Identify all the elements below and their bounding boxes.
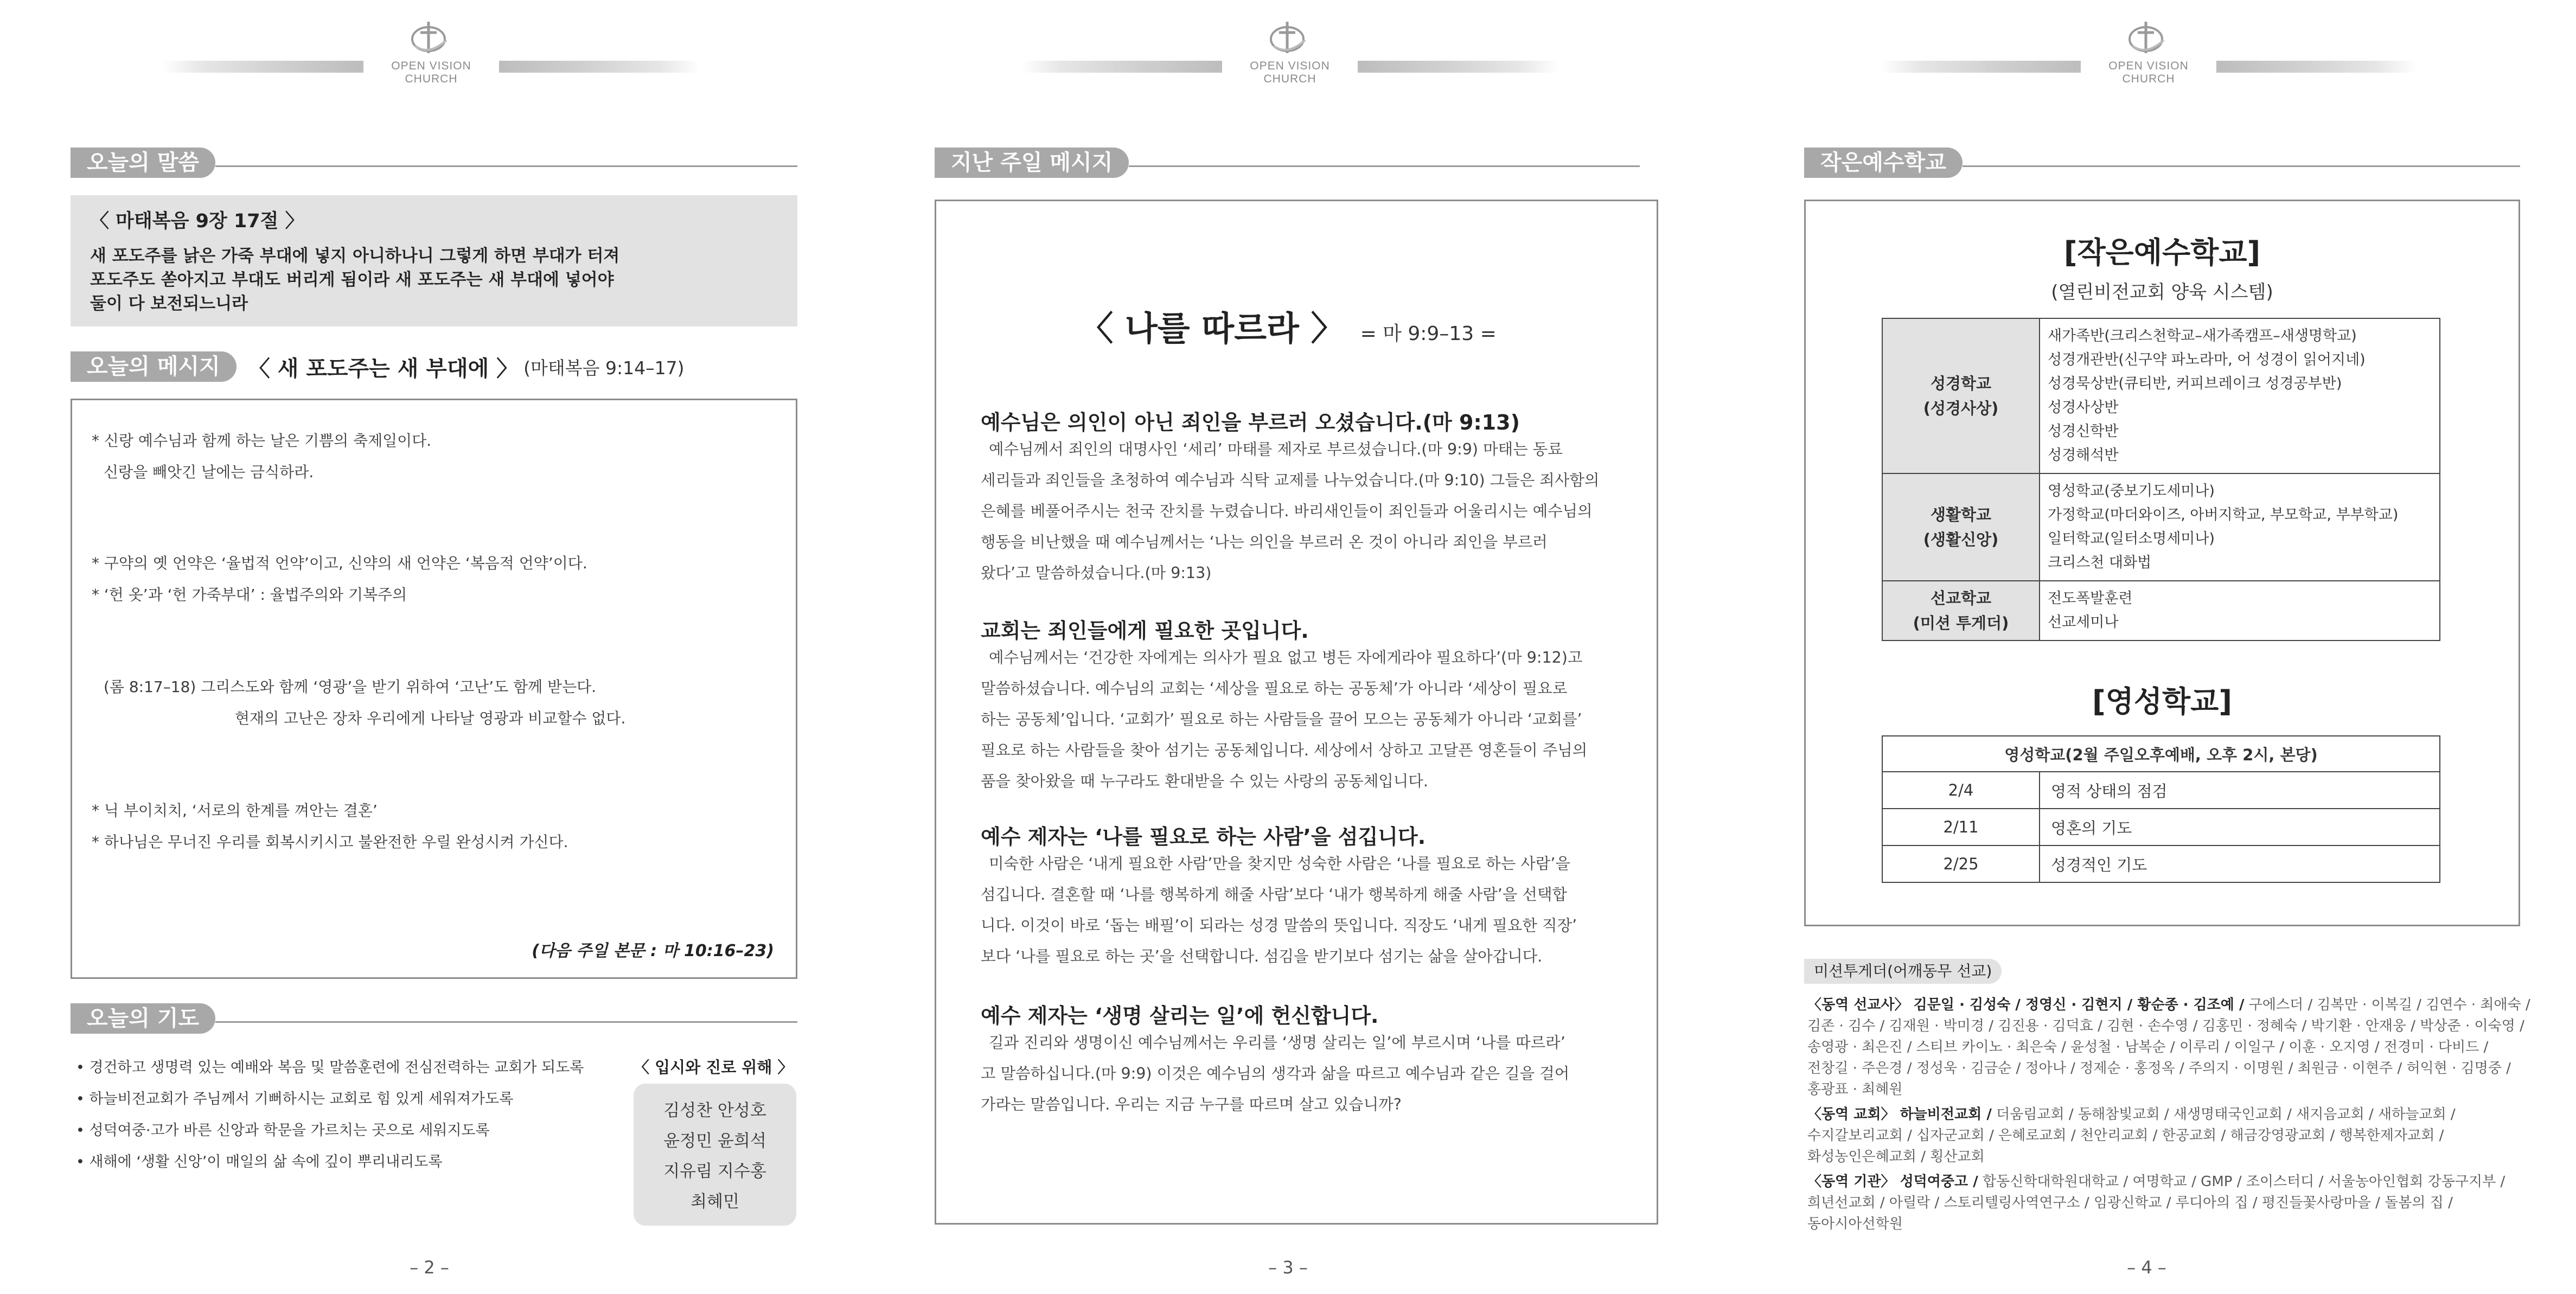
table-row bbox=[1882, 318, 2440, 473]
page-3 bbox=[859, 0, 1717, 1294]
mission-line: 전창길 · 주은경 / 정성욱 · 김금순 / 정아나 / 정제순 · 홍정옥 / 주의지 · 이명원 / 최원금 · 이현주 / 허익현 · 김명중 / bbox=[1807, 1060, 2511, 1077]
school-table bbox=[1882, 318, 2440, 641]
header-bar-left bbox=[1021, 61, 1222, 73]
mission-line: 〈동역 교회〉 하늘비전교회 / 더움림교회 / 동해참빛교회 / 새생명태국인교회 / 새지음교회 / 새하늘교회 / bbox=[1807, 1106, 2456, 1123]
spirit-topic: 영적 상태의 점검 bbox=[2040, 772, 2440, 809]
little-jesus-box bbox=[1804, 200, 2520, 926]
sermon-point-heading: 예수 제자는 ‘나를 필요로 하는 사람’을 섬깁니다. bbox=[981, 825, 1426, 849]
last-week-section-title bbox=[935, 148, 1640, 178]
mission-group-label: 〈동역 선교사〉 김문일 · 김성숙 / 정영신 · 김현지 / 황순종 · 김조예 / bbox=[1807, 997, 2245, 1013]
mission-line: 수지갈보리교회 / 십자군교회 / 은혜로교회 / 천안리교회 / 한공교회 / 해금강영광교회 / 행복한제자교회 / bbox=[1807, 1128, 2444, 1144]
sermon-point-line: 보다 ‘나를 필요로 하는 곳’을 선택합니다. 섬김을 받기보다 섬기는 삶을 살아갑니다. bbox=[981, 947, 1543, 965]
sermon-reference: = 마 9:9–13 = bbox=[1360, 323, 1497, 345]
sermon-point-line: 섬깁니다. 결혼할 때 ‘나를 행복하게 해줄 사람’보다 ‘내가 행복하게 해줄 사람’을 선택합 bbox=[981, 886, 1568, 904]
church-logo-icon bbox=[2121, 18, 2170, 56]
word-line: 포도주도 쏟아지고 부대도 버리게 됨이라 새 포도주는 새 부대에 넣어야 bbox=[90, 270, 614, 290]
church-name: OPEN VISION CHURCH bbox=[391, 60, 471, 85]
table-row bbox=[1882, 581, 2440, 640]
word-reference: 〈 마태복음 9장 17절 〉 bbox=[90, 210, 304, 232]
sermon-point-line: 품을 찾아왔을 때 누구라도 환대받을 수 있는 사랑의 공동체입니다. bbox=[981, 772, 1428, 790]
message-line: 현재의 고난은 장차 우리에게 나타날 영광과 비교할수 없다. bbox=[235, 709, 626, 727]
exam-names-box bbox=[634, 1084, 796, 1226]
school-item: 성경묵상반(큐티반, 커피브레이크 성경공부반) bbox=[2048, 375, 2342, 392]
school-item: 전도폭발훈련 bbox=[2048, 590, 2133, 607]
header-bar-left bbox=[1880, 61, 2081, 73]
mission-line: 희년선교회 / 아릴락 / 스토리텔링사역연구소 / 임광신학교 / 루디아의 집 / 평진들꽃사랑마을 / 돌봄의 집 / bbox=[1807, 1195, 2453, 1211]
sermon-point-heading: 교회는 죄인들에게 필요한 곳입니다. bbox=[981, 619, 1309, 643]
word-line: 둘이 다 보전되느니라 bbox=[90, 294, 248, 313]
mission-line: 〈동역 기관〉 성덕여중고 / 합동신학대학원대학교 / 여명학교 / GMP / 조이스터디 / 서울농아인협회 강동구지부 / bbox=[1807, 1174, 2505, 1190]
school-name: 생활학교 bbox=[1930, 505, 1992, 524]
sermon-point-heading: 예수 제자는 ‘생명 살리는 일’에 헌신합니다. bbox=[981, 1004, 1379, 1028]
mission-line: 동아시아선학원 bbox=[1807, 1216, 1903, 1232]
prayer-section-title bbox=[71, 1003, 797, 1034]
word-line: 새 포도주를 낡은 가죽 부대에 넣지 아니하나니 그렇게 하면 부대가 터져 bbox=[90, 246, 620, 266]
school-item: 성경해석반 bbox=[2048, 447, 2119, 464]
school-title: [작은예수학교] bbox=[2063, 235, 2261, 270]
sermon-point-line: 은혜를 베풀어주시는 천국 잔치를 누렸습니다. 바리새인들이 죄인들과 어울리시는 예수님의 bbox=[981, 502, 1593, 520]
school-subtitle: (열린비전교회 양육 시스템) bbox=[2051, 281, 2273, 303]
sermon-point-heading: 예수님은 의인이 아닌 죄인을 부르러 오셨습니다.(마 9:13) bbox=[981, 411, 1520, 434]
school-name-cell bbox=[1882, 318, 2040, 473]
mission-line: 〈동역 선교사〉 김문일 · 김성숙 / 정영신 · 김현지 / 황순종 · 김조예 / 구에스더 / 김복만 · 이복길 / 김연수 · 최애숙 / bbox=[1807, 997, 2530, 1013]
prayer-item: • 경건하고 생명력 있는 예배와 복음 및 말씀훈련에 전심전력하는 교회가 되도록 bbox=[76, 1059, 584, 1076]
church-logo-icon bbox=[404, 18, 453, 56]
message-line: * 신랑 예수님과 함께 하는 날은 기쁨의 축제일이다. bbox=[92, 432, 432, 450]
sermon-point-line: 니다. 이것이 바로 ‘돕는 배필’이 되라는 성경 말씀의 뜻입니다. 직장도 ‘내게 필요한 직장’ bbox=[981, 917, 1577, 934]
page-number: – 4 – bbox=[2127, 1257, 2166, 1278]
church-name: OPEN VISION CHURCH bbox=[2108, 60, 2189, 85]
sermon-point-line: 예수님께서는 ‘건강한 자에게는 의사가 필요 없고 병든 자에게라야 필요하다’(마 9:12)고 bbox=[989, 649, 1583, 667]
message-line: 신랑을 빼앗긴 날에는 금식하라. bbox=[104, 463, 314, 481]
page-number: – 2 – bbox=[410, 1257, 449, 1278]
sermon-point-line: 가라는 말씀입니다. 우리는 지금 누구를 따르며 살고 있습니까? bbox=[981, 1096, 1402, 1113]
next-week-reference: (다음 주일 본문 : 마 10:16–23) bbox=[532, 941, 774, 960]
school-item: 성경사상반 bbox=[2048, 399, 2119, 416]
message-line: (롬 8:17–18) 그리스도와 함께 ‘영광’을 받기 위하여 ‘고난’도 함께 받는다. bbox=[104, 678, 597, 696]
message-line: * 하나님은 무너진 우리를 회복시키시고 불완전한 우릴 완성시켜 가신다. bbox=[92, 833, 568, 851]
word-box bbox=[71, 195, 797, 326]
header-bar-right bbox=[2216, 61, 2417, 73]
sermon-point-line: 미숙한 사람은 ‘내게 필요한 사람’만을 찾지만 성숙한 사람은 ‘나를 필요로 하는 사람’을 bbox=[989, 855, 1570, 873]
spirit-school-title: [영성학교] bbox=[2092, 684, 2232, 719]
sermon-point-line: 행동을 비난했을 때 예수님께서는 ‘나는 의인을 부르러 온 것이 아니라 죄인을 부르러 bbox=[981, 533, 1548, 551]
mission-group-label: 〈동역 기관〉 성덕여중고 / bbox=[1807, 1174, 1978, 1190]
exam-names: 지유림 지수홍 bbox=[663, 1162, 766, 1181]
school-item: 가정학교(마더와이즈, 아버지학교, 부모학교, 부부학교) bbox=[2048, 507, 2399, 523]
spirit-date: 2/11 bbox=[1882, 809, 2040, 845]
header-bar-left bbox=[163, 61, 363, 73]
school-item: 영성학교(중보기도세미나) bbox=[2048, 483, 2215, 499]
school-item: 크리스천 대화법 bbox=[2048, 554, 2152, 571]
page-header bbox=[0, 16, 859, 85]
word-section-title bbox=[71, 148, 797, 178]
prayer-title: 오늘의 기도 bbox=[71, 1003, 215, 1034]
school-items-cell bbox=[2040, 581, 2440, 640]
school-name: 성경학교 bbox=[1930, 374, 1992, 393]
sermon-point-line: 고 말씀하십니다.(마 9:9) 이것은 예수님의 생각과 삶을 따르고 예수님과 같은 길을 걸어 bbox=[981, 1065, 1570, 1082]
church-name: OPEN VISION CHURCH bbox=[1250, 60, 1330, 85]
mission-line: 홍광표 · 최혜원 bbox=[1807, 1081, 1903, 1098]
prayer-item: • 새해에 ‘생활 신앙’이 매일의 삶 속에 깊이 뿌리내리도록 bbox=[76, 1154, 443, 1170]
school-name-cell bbox=[1882, 473, 2040, 581]
school-item: 일터학교(일터소명세미나) bbox=[2048, 530, 2215, 547]
exam-names: 최혜민 bbox=[691, 1192, 739, 1212]
word-title: 오늘의 말씀 bbox=[71, 148, 215, 178]
table-row bbox=[1882, 772, 2440, 809]
little-jesus-title: 작은예수학교 bbox=[1804, 148, 1963, 178]
exam-names: 김성찬 안성호 bbox=[663, 1101, 766, 1120]
mission-line: 송영광 · 최은진 / 스티브 카이노 · 최은숙 / 윤성철 · 남복순 / 이루리 / 이일구 / 이훈 · 오지영 / 전경미 · 다비드 / bbox=[1807, 1039, 2489, 1055]
header-bar-right bbox=[1358, 61, 1558, 73]
table-row bbox=[1882, 809, 2440, 845]
sermon-point-line: 왔다’고 말씀하셨습니다.(마 9:13) bbox=[981, 564, 1212, 582]
table-row bbox=[1882, 845, 2440, 882]
prayer-item: • 하늘비전교회가 주님께서 기뻐하시는 교회로 힘 있게 세워져가도록 bbox=[76, 1091, 514, 1107]
school-items-cell bbox=[2040, 318, 2440, 473]
prayer-item: • 성덕여중·고가 바른 신앙과 학문을 가르치는 곳으로 세워지도록 bbox=[76, 1122, 490, 1139]
school-name-cell bbox=[1882, 581, 2040, 640]
spirit-date: 2/4 bbox=[1882, 772, 2040, 809]
sermon-point-line: 필요로 하는 사람들을 찾아 섬기는 공동체입니다. 세상에서 상하고 고달픈 영혼들이 주님의 bbox=[981, 741, 1588, 759]
message-title: 오늘의 메시지 bbox=[71, 351, 236, 382]
school-sub: (성경사상) bbox=[1923, 399, 1999, 418]
table-row bbox=[1882, 473, 2440, 581]
message-section-title bbox=[71, 351, 797, 382]
exam-names: 윤정민 윤희석 bbox=[663, 1131, 766, 1151]
school-item: 선교세미나 bbox=[2048, 614, 2119, 631]
header-bar-right bbox=[499, 61, 700, 73]
school-item: 새가족반(크리스천학교–새가족캠프–새생명학교) bbox=[2048, 328, 2357, 344]
school-items-cell bbox=[2040, 473, 2440, 581]
message-line: * 닉 부이치치, ‘서로의 한계를 껴안는 결혼’ bbox=[92, 802, 378, 819]
sermon-point-line: 세리들과 죄인들을 초청하여 예수님과 식탁 교제를 나누었습니다.(마 9:10) 그들은 죄사함의 bbox=[981, 471, 1600, 489]
message-sermon-reference: (마태복음 9:14–17) bbox=[523, 357, 685, 379]
sermon-title-row bbox=[859, 302, 1717, 350]
mission-group-label: 〈동역 교회〉 하늘비전교회 / bbox=[1807, 1106, 1992, 1123]
school-name: 선교학교 bbox=[1930, 589, 1992, 607]
exam-prayer-title: 〈 입시와 진로 위해 〉 bbox=[634, 1058, 794, 1077]
spirit-topic: 성경적인 기도 bbox=[2040, 845, 2440, 882]
page-2 bbox=[0, 0, 859, 1294]
spirit-school-header: 영성학교(2월 주일오후예배, 오후 2시, 본당) bbox=[1882, 736, 2440, 772]
sermon-point-line: 하는 공동체’입니다. ‘교회가’ 필요로 하는 사람들을 끌어 모으는 공동체가 아니라 ‘교회를’ bbox=[981, 710, 1582, 728]
page-4 bbox=[1717, 0, 2576, 1294]
church-logo-icon bbox=[1263, 18, 1312, 56]
sermon-point-line: 말씀하셨습니다. 예수님의 교회는 ‘세상을 필요로 하는 공동체’가 아니라 ‘세상이 필요로 bbox=[981, 680, 1568, 697]
page-header bbox=[859, 16, 1717, 85]
page-number: – 3 – bbox=[1268, 1257, 1308, 1278]
mission-line: 화성농인은혜교회 / 횡산교회 bbox=[1807, 1149, 1985, 1165]
page-header bbox=[1717, 16, 2576, 85]
message-box bbox=[71, 399, 797, 979]
message-line: * 구약의 옛 언약은 ‘율법적 언약’이고, 신약의 새 언약은 ‘복음적 언약’이다. bbox=[92, 554, 587, 572]
school-item: 성경개관반(신구약 파노라마, 어 성경이 읽어지네) bbox=[2048, 351, 2366, 368]
message-line: * ‘헌 옷’과 ‘헌 가죽부대’ : 율법주의와 기복주의 bbox=[92, 586, 407, 604]
school-sub: (미션 투게더) bbox=[1913, 614, 2009, 632]
school-item: 성경신학반 bbox=[2048, 423, 2119, 440]
message-sermon-title: 〈 새 포도주는 새 부대에 〉 bbox=[248, 356, 519, 381]
spirit-date: 2/25 bbox=[1882, 845, 2040, 882]
table-row bbox=[1882, 736, 2440, 772]
mission-title: 미션투게더(어깨동무 선교) bbox=[1804, 959, 2002, 984]
spirit-school-table bbox=[1882, 735, 2440, 883]
sermon-point-line: 예수님께서 죄인의 대명사인 ‘세리’ 마태를 제자로 부르셨습니다.(마 9:9) 마태는 동료 bbox=[989, 440, 1563, 458]
last-week-title: 지난 주일 메시지 bbox=[935, 148, 1129, 178]
school-sub: (생활신앙) bbox=[1923, 530, 1999, 549]
mission-line: 김존 · 김수 / 김재원 · 박미경 / 김진용 · 김덕효 / 김현 · 손수영 / 김홍민 · 정혜숙 / 박기환 · 안재웅 / 박상준 · 이숙영 / bbox=[1807, 1018, 2524, 1034]
sermon-point-line: 길과 진리와 생명이신 예수님께서는 우리를 ‘생명 살리는 일’에 부르시며 ‘나를 따르라’ bbox=[989, 1034, 1565, 1052]
little-jesus-section-title bbox=[1804, 148, 2520, 178]
sermon-title: 〈 나를 따르라 〉 bbox=[1079, 309, 1345, 348]
spirit-topic: 영혼의 기도 bbox=[2040, 809, 2440, 845]
